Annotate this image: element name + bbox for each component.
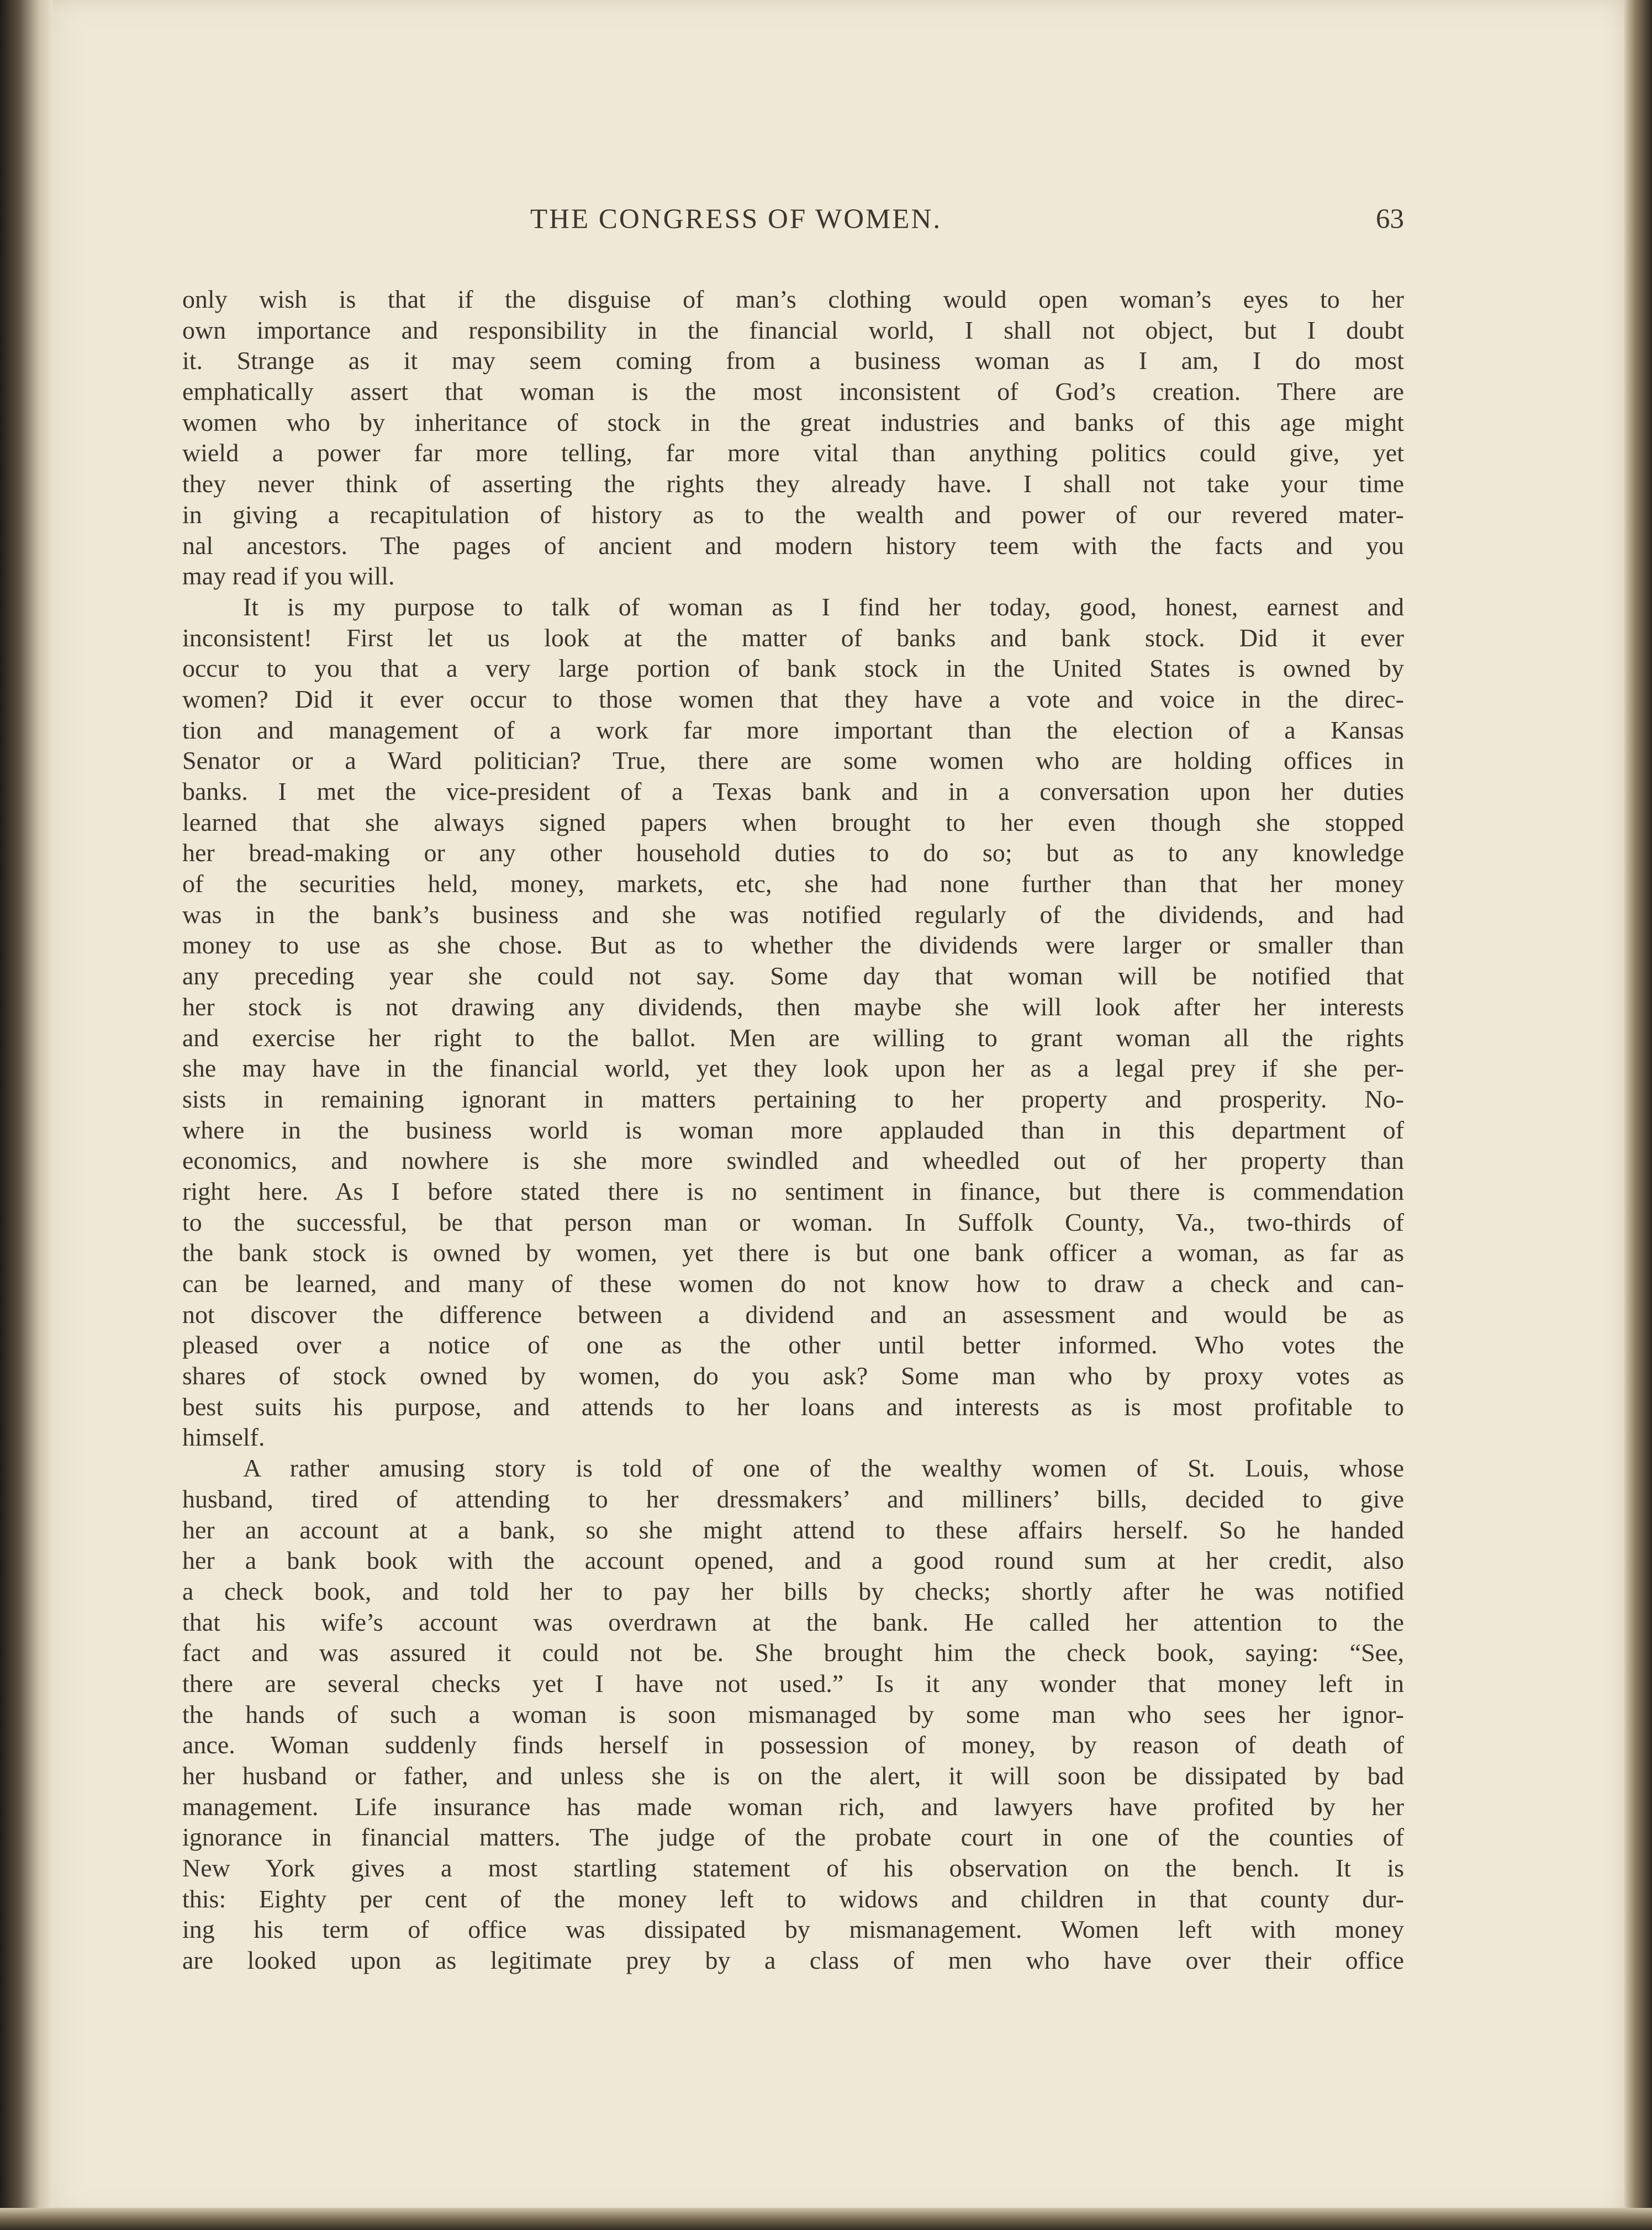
text-line: New York gives a most startling statement of his observation on the bench. It is [182, 1854, 1404, 1883]
paragraph-first-line: A rather amusing story is told of one of the wealthy women of St. Louis, whose [243, 1454, 1404, 1483]
text-line: her bread-making or any other household duties to do so; but as to any knowledge [182, 839, 1404, 867]
paragraph-first-line: It is my purpose to talk of woman as I find her today, good, honest, earnest and [243, 592, 1404, 621]
text-line: sists in remaining ignorant in matters pertaining to her property and prosperity. No- [182, 1084, 1404, 1113]
book-spine-edge [0, 0, 53, 2230]
page-number: 63 [1376, 204, 1404, 235]
text-line: this: Eighty per cent of the money left to widows and children in that county dur- [182, 1884, 1404, 1913]
text-line: where in the business world is woman more applauded than in this department of [182, 1115, 1404, 1144]
text-line: they never think of asserting the rights they already have. I shall not take your time [182, 470, 1404, 498]
text-line: learned that she always signed papers when brought to her even though she stopped [182, 808, 1404, 836]
text-line: there are several checks yet I have not used.” Is it any wonder that money left in [182, 1669, 1404, 1697]
running-head [182, 203, 1404, 247]
text-line: it. Strange as it may seem coming from a business woman as I am, I do most [182, 346, 1404, 375]
body-text [182, 284, 1404, 1976]
text-line: shares of stock owned by women, do you ask? Some man who by proxy votes as [182, 1362, 1404, 1390]
text-line: own importance and responsibility in the financial world, I shall not object, but I doubt [182, 315, 1404, 344]
text-line: in giving a recapitulation of history as to the wealth and power of our revered mater- [182, 500, 1404, 529]
text-line: women? Did it ever occur to those women that they have a vote and voice in the direc- [182, 684, 1404, 713]
text-line: her a bank book with the account opened, and a good round sum at her credit, also [182, 1546, 1404, 1575]
text-line: she may have in the financial world, yet they look upon her as a legal prey if she per- [182, 1054, 1404, 1083]
text-line: and exercise her right to the ballot. Men are willing to grant woman all the rights [182, 1023, 1404, 1052]
text-line: economics, and nowhere is she more swindled and wheedled out of her property than [182, 1146, 1404, 1175]
text-line: tion and management of a work far more important than the election of a Kansas [182, 715, 1404, 744]
text-line: fact and was assured it could not be. She brought him the check book, saying: “See, [182, 1638, 1404, 1667]
text-line: money to use as she chose. But as to whether the dividends were larger or smaller than [182, 931, 1404, 960]
text-line: the hands of such a woman is soon mismanaged by some man who sees her ignor- [182, 1700, 1404, 1728]
text-line: best suits his purpose, and attends to her loans and interests as is most profitable to [182, 1392, 1404, 1421]
text-line: banks. I met the vice-president of a Texas bank and in a conversation upon her duties [182, 777, 1404, 805]
text-line: of the securities held, money, markets, etc, she had none further than that her money [182, 869, 1404, 898]
text-line: her an account at a bank, so she might attend to these affairs herself. So he handed [182, 1515, 1404, 1544]
running-title: THE CONGRESS OF WOMEN. [530, 204, 942, 235]
text-line: nal ancestors. The pages of ancient and modern history teem with the facts and you [182, 531, 1404, 560]
text-line: her stock is not drawing any dividends, then maybe she will look after her interests [182, 992, 1404, 1021]
text-line: only wish is that if the disguise of man’s clothing would open woman’s eyes to her [182, 285, 1404, 313]
text-line: not discover the difference between a dividend and an assessment and would be as [182, 1300, 1404, 1328]
text-line: a check book, and told her to pay her bills by checks; shortly after he was notified [182, 1577, 1404, 1605]
book-cover-edge-bottom [0, 2208, 1652, 2230]
text-line: husband, tired of attending to her dressmakers’ and milliners’ bills, decided to give [182, 1484, 1404, 1513]
paragraph-end-line: may read if you will. [182, 562, 395, 591]
paragraph-end-line: himself. [182, 1423, 265, 1452]
book-cover-edge-right [1624, 0, 1652, 2230]
text-line: are looked upon as legitimate prey by a class of men who have over their office [182, 1946, 1404, 1975]
text-line: can be learned, and many of these women do not know how to draw a check and can- [182, 1269, 1404, 1298]
text-line: to the successful, be that person man or woman. In Suffolk County, Va., two-thirds of [182, 1208, 1404, 1236]
text-line: was in the bank’s business and she was notified regularly of the dividends, and had [182, 900, 1404, 929]
text-line: ignorance in financial matters. The judge of the probate court in one of the counties of [182, 1823, 1404, 1852]
text-line: her husband or father, and unless she is on the alert, it will soon be dissipated by bad [182, 1762, 1404, 1790]
text-line: the bank stock is owned by women, yet there is but one bank officer a woman, as far as [182, 1238, 1404, 1267]
text-line: inconsistent! First let us look at the matter of banks and bank stock. Did it ever [182, 623, 1404, 652]
text-line: occur to you that a very large portion of bank stock in the United States is owned by [182, 654, 1404, 683]
text-line: any preceding year she could not say. Some day that woman will be notified that [182, 962, 1404, 990]
text-line: ing his term of office was dissipated by mismanagement. Women left with money [182, 1915, 1404, 1944]
text-line: ance. Woman suddenly finds herself in possession of money, by reason of death of [182, 1731, 1404, 1759]
text-line: management. Life insurance has made woman rich, and lawyers have profited by her [182, 1792, 1404, 1821]
text-line: emphatically assert that woman is the most inconsistent of God’s creation. There are [182, 377, 1404, 406]
text-line: women who by inheritance of stock in the great industries and banks of this age might [182, 408, 1404, 436]
text-line: wield a power far more telling, far more vital than anything politics could give, yet [182, 439, 1404, 467]
text-line: Senator or a Ward politician? True, there are some women who are holding offices in [182, 746, 1404, 775]
text-line: that his wife’s account was overdrawn at the bank. He called her attention to the [182, 1607, 1404, 1636]
text-line: pleased over a notice of one as the other until better informed. Who votes the [182, 1331, 1404, 1359]
text-line: right here. As I before stated there is no sentiment in finance, but there is commendation [182, 1177, 1404, 1205]
